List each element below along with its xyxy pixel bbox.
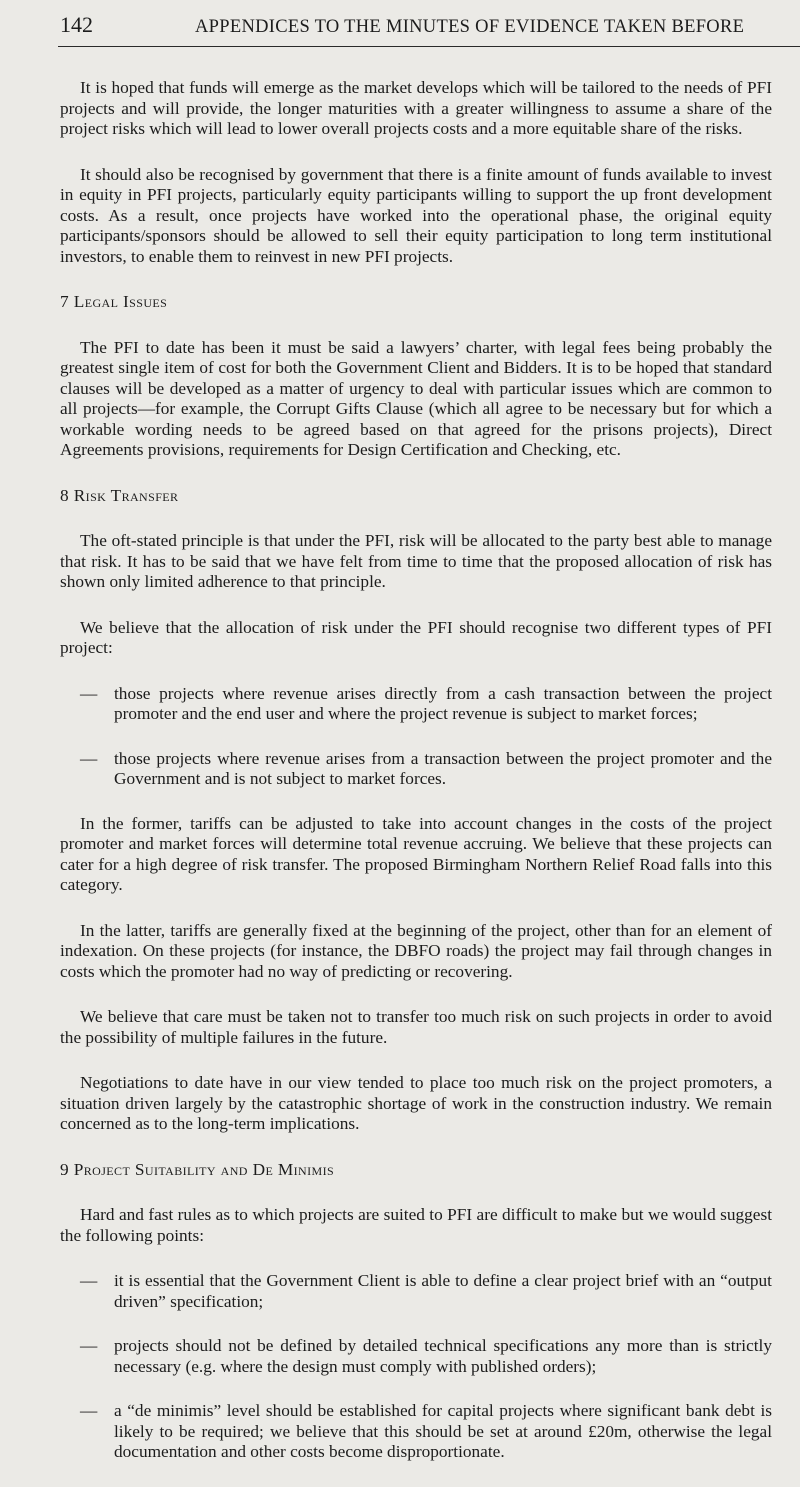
paragraph: Hard and fast rules as to which projects are suited to PFI are difficult to make but we would suggest the following points: bbox=[60, 1205, 772, 1245]
paragraph: In the former, tariffs can be adjusted to take into account changes in the costs of the project promoter and market forces will determine total revenue accruing. We believe that these projects can cater for a high degree of risk transfer. The proposed Birmingham Northern Relief Road falls into this category. bbox=[60, 813, 772, 894]
page-body bbox=[60, 78, 772, 1487]
page-number: 142 bbox=[60, 12, 93, 37]
list-item-text: those projects where revenue arises from a transaction between the project promoter and the Government and is not subject to market forces. bbox=[114, 748, 772, 788]
paragraph: It should also be recognised by government that there is a finite amount of funds available to invest in equity in PFI projects, particularly equity participants willing to support the up front development costs. As a result, once projects have worked into the operational phase, the original equity participants/sponsors should be allowed to sell their equity participation to long term institutional investors, to enable them to reinvest in new PFI projects. bbox=[60, 164, 772, 266]
dash-marker: — bbox=[80, 1271, 98, 1290]
paragraph: It is hoped that funds will emerge as the market develops which will be tailored to the needs of PFI projects and will provide, the longer maturities with a greater willingness to assume a share of the project risks which will lead to lower overall projects costs and a more equitable share of the risks. bbox=[60, 78, 772, 138]
paragraph: The oft-stated principle is that under the PFI, risk will be allocated to the party best able to manage that risk. It has to be said that we have felt from time to time that the proposed allocation of risk has shown only limited adherence to that principle. bbox=[60, 531, 772, 591]
list-item bbox=[80, 749, 772, 790]
list-item-text: those projects where revenue arises directly from a cash transaction between the project promoter and the end user and where the project revenue is subject to market forces; bbox=[114, 683, 772, 723]
paragraph: Negotiations to date have in our view tended to place too much risk on the project promoters, a situation driven largely by the catastrophic shortage of work in the construction industry. We remain concerned as to the long-term implications. bbox=[60, 1073, 772, 1133]
running-head bbox=[60, 12, 744, 38]
paragraph: In the latter, tariffs are generally fixed at the beginning of the project, other than for an element of indexation. On these projects (for instance, the DBFO roads) the project may fail through changes in costs which the promoter had no way of predicting or recovering. bbox=[60, 920, 772, 981]
list-item bbox=[80, 1336, 772, 1377]
dash-marker: — bbox=[80, 683, 98, 703]
running-head-title: APPENDICES TO THE MINUTES OF EVIDENCE TAKEN BEFORE bbox=[195, 17, 745, 37]
list-item bbox=[80, 684, 772, 725]
list-item bbox=[80, 1401, 772, 1463]
list-item-text: projects should not be defined by detailed technical specifications any more than is strictly necessary (e.g. where the design must comply with published orders); bbox=[114, 1336, 772, 1376]
section-heading-risk-transfer: 8 Risk Transfer bbox=[60, 485, 179, 505]
list-item bbox=[80, 1271, 772, 1312]
dash-marker: — bbox=[80, 1401, 98, 1420]
paragraph: We believe that care must be taken not to transfer too much risk on such projects in order to avoid the possibility of multiple failures in the future. bbox=[60, 1007, 772, 1047]
paragraph: We believe that the allocation of risk under the PFI should recognise two different types of PFI project: bbox=[60, 617, 772, 657]
header-rule bbox=[58, 46, 800, 47]
section-heading-project-suitability: 9 Project Suitability and De Minimis bbox=[60, 1159, 335, 1179]
section-heading-legal-issues: 7 Legal Issues bbox=[60, 292, 168, 311]
paragraph: The PFI to date has been it must be said a lawyers’ charter, with legal fees being probably the greatest single item of cost for both the Government Client and Bidders. It is to be hoped that standard clauses will be developed as a matter of urgency to deal with particular issues which are common to all projects—for example, the Corrupt Gifts Clause (which all agree to be necessary but for which a workable wording needs to be agreed based on that agreed for the prisons projects), Direct Agreements provisions, requirements for Design Certification and Checking, etc. bbox=[60, 337, 772, 459]
dash-marker: — bbox=[80, 1336, 98, 1355]
list-item-text: it is essential that the Government Client is able to define a clear project brief with an “output driven” specification; bbox=[114, 1271, 772, 1311]
list-item-text: a “de minimis” level should be established for capital projects where significant bank debt is likely to be required; we believe that this should be set at around £20m, otherwise the legal documentation and other costs become disproportionate. bbox=[114, 1401, 772, 1461]
dash-marker: — bbox=[80, 748, 98, 768]
